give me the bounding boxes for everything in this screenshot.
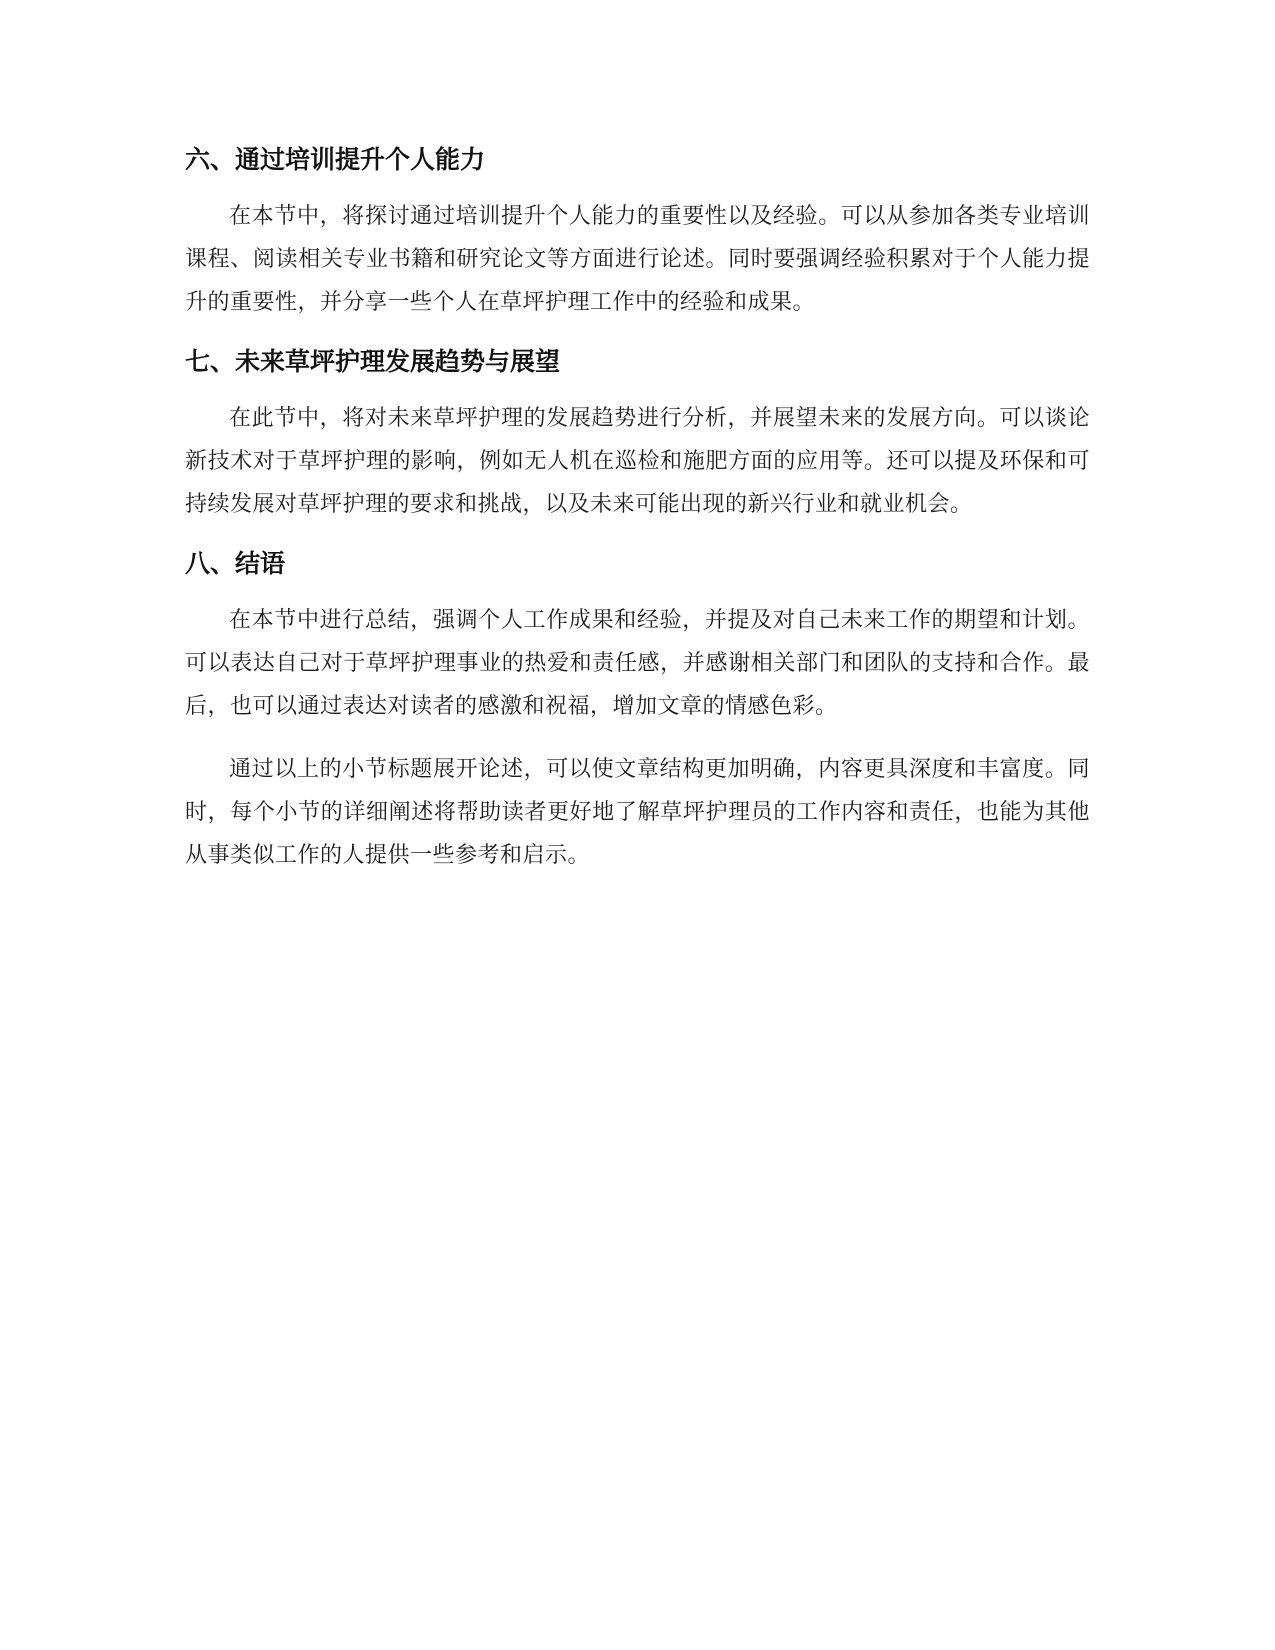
section-heading: 七、未来草坪护理发展趋势与展望 [185, 347, 561, 376]
section-conclusion [185, 544, 1090, 877]
section-training [185, 140, 1090, 324]
document-page [185, 140, 1090, 877]
section-paragraph: 在本节中，将探讨通过培训提升个人能力的重要性以及经验。可以从参加各类专业培训课程、阅读相关专业书籍和研究论文等方面进行论述。同时要强调经验积累对于个人能力提升的重要性，并分享一些个人在草坪护理工作中的经验和成果。 [185, 204, 1090, 315]
section-heading: 六、通过培训提升个人能力 [185, 145, 486, 174]
section-paragraph: 在此节中，将对未来草坪护理的发展趋势进行分析，并展望未来的发展方向。可以谈论新技术对于草坪护理的影响，例如无人机在巡检和施肥方面的应用等。还可以提及环保和可持续发展对草坪护理的要求和挑战，以及未来可能出现的新兴行业和就业机会。 [185, 406, 1090, 517]
section-heading: 八、结语 [185, 549, 286, 578]
section-paragraph: 在本节中进行总结，强调个人工作成果和经验，并提及对自己未来工作的期望和计划。可以表达自己对于草坪护理事业的热爱和责任感，并感谢相关部门和团队的支持和合作。最后，也可以通过表达对读者的感激和祝福，增加文章的情感色彩。 [185, 608, 1090, 719]
section-paragraph: 通过以上的小节标题展开论述，可以使文章结构更加明确，内容更具深度和丰富度。同时，每个小节的详细阐述将帮助读者更好地了解草坪护理员的工作内容和责任，也能为其他从事类似工作的人提供一些参考和启示。 [185, 757, 1090, 868]
section-future-trends [185, 342, 1090, 526]
